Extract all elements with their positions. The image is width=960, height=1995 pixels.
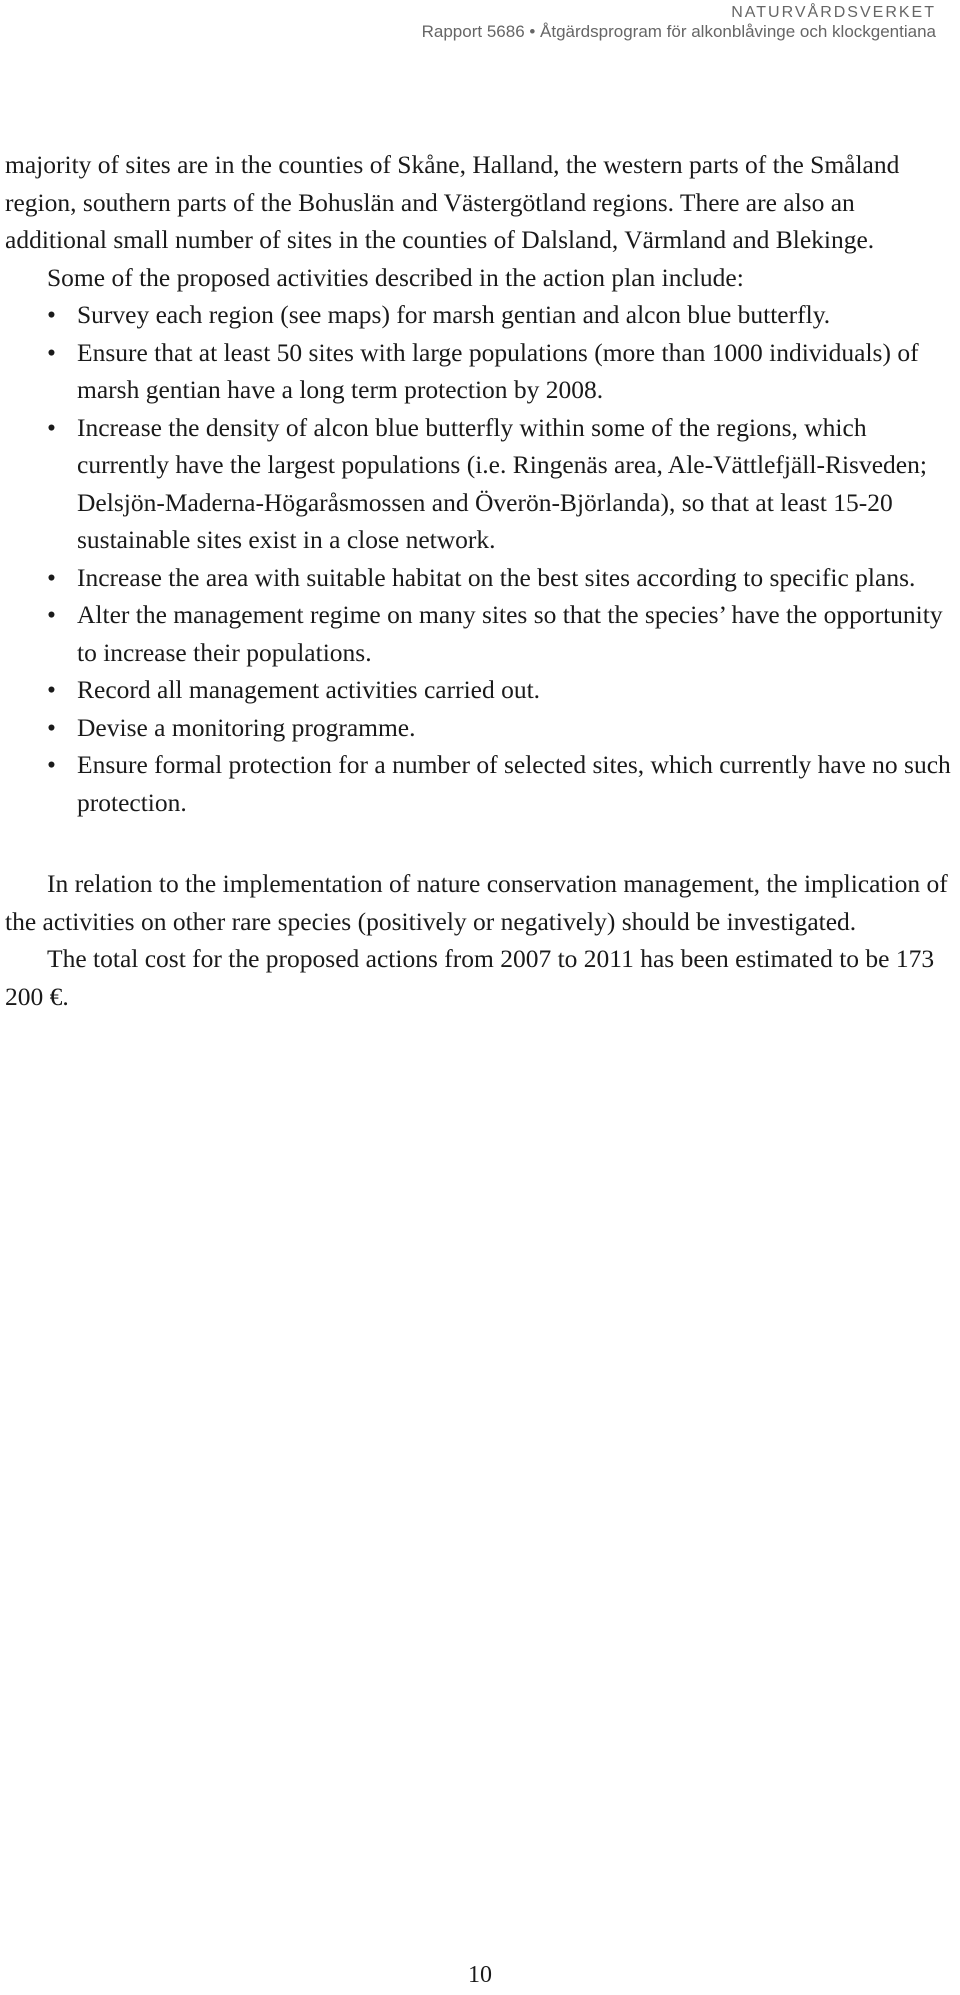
list-item	[5, 671, 955, 709]
list-item-text: Increase the area with suitable habitat on the best sites according to specific plans.	[77, 562, 916, 592]
page-header	[422, 4, 936, 42]
list-item-text: Ensure that at least 50 sites with large populations (more than 1000 individuals) of marsh gentian have a long term protection by 2008.	[77, 337, 919, 404]
list-item	[5, 296, 955, 334]
list-item	[5, 559, 955, 597]
bullet-icon: •	[47, 600, 56, 629]
bullet-icon: •	[47, 337, 56, 367]
paragraph-total-cost: The total cost for the proposed actions from 2007 to 2011 has been estimated to be 173 200 €.	[5, 944, 935, 1011]
list-item	[5, 709, 955, 747]
bullet-icon: •	[47, 300, 56, 329]
list-item	[5, 596, 955, 671]
paragraph-activities-intro: Some of the proposed activities described in the action plan include:	[47, 262, 744, 292]
list-item-text: Devise a monitoring programme.	[77, 712, 416, 742]
page-number: 10	[468, 1962, 492, 1988]
list-item	[5, 409, 955, 559]
bullet-icon: •	[47, 712, 56, 742]
list-item-text: Survey each region (see maps) for marsh gentian and alcon blue butterfly.	[77, 300, 831, 329]
bullet-icon: •	[47, 750, 56, 779]
bullet-icon: •	[47, 675, 56, 704]
list-item	[5, 746, 955, 821]
header-report-title: Rapport 5686 • Åtgärdsprogram för alkonblåvinge och klockgentiana	[421, 22, 936, 42]
bullet-icon: •	[47, 562, 56, 592]
list-item-text: Record all management activities carried out.	[77, 675, 541, 704]
section-spacer	[5, 821, 955, 865]
bullet-icon: •	[47, 412, 56, 442]
paragraph-sites: majority of sites are in the counties of Skåne, Halland, the western parts of the Småland region, southern parts of the Bohuslän and Västergötland regions. There are also an additional small number of sites in the counties of Dalsland, Värmland and Blekinge.	[5, 150, 900, 254]
header-organization: NATURVÅRDSVERKET	[731, 4, 936, 21]
paragraph-implementation: In relation to the implementation of nature conservation management, the implication of the activities on other rare species (positively or negatively) should be investigated.	[5, 869, 948, 936]
list-item-text: Alter the management regime on many sites so that the species’ have the opportunity to increase their populations.	[77, 600, 943, 667]
list-item	[5, 334, 955, 409]
list-item-text: Ensure formal protection for a number of selected sites, which currently have no such protection.	[77, 750, 951, 817]
list-item-text: Increase the density of alcon blue butterfly within some of the regions, which currently have the largest populations (i.e. Ringenäs area, Ale-Vättlefjäll-Risveden; Delsjön-Maderna-Högaråsmossen and Överön-Björlanda), so that at least 15-20 sustainable sites exist in a close network.	[77, 412, 927, 554]
document-body	[5, 146, 955, 1015]
activities-list	[5, 296, 955, 821]
